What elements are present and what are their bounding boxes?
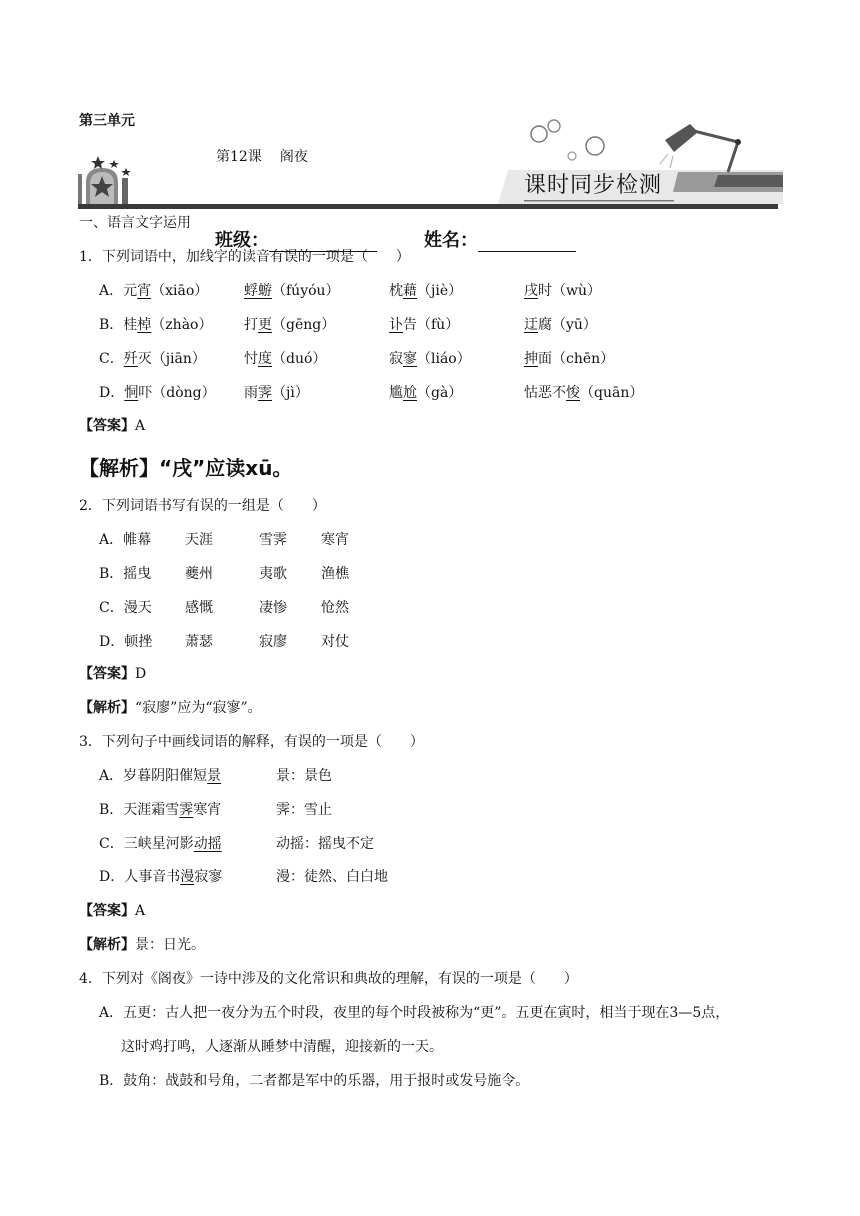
cell-prefix: 寂 [389, 351, 403, 367]
q2-option-word: 感慨 [185, 600, 213, 616]
q2-option-word: 寂廖 [259, 634, 287, 650]
analysis-label: 【解析】 [79, 700, 135, 716]
q2-option-word: B．摇曳 [99, 566, 152, 582]
underlined-character: 霁 [258, 385, 272, 401]
q1-option-cell [389, 348, 471, 368]
analysis-label: 【解析】 [79, 937, 135, 953]
cell-prefix: 雨 [244, 385, 258, 401]
cell-prefix: C． [99, 351, 124, 367]
cell-suffix: 腐（yū） [538, 317, 597, 333]
sentence-part: 寒宵 [193, 802, 222, 818]
q1-option-cell [389, 382, 462, 402]
name-blank [478, 233, 576, 252]
cell-suffix: （fúyóu） [272, 283, 340, 299]
underlined-character: 恫 [124, 385, 139, 401]
name-label: 姓名： [424, 230, 478, 251]
sentence-part: C．三峡星河影 [99, 836, 194, 852]
desk-lamp-icon [660, 124, 741, 172]
cell-suffix: 面（chēn） [538, 351, 615, 367]
underlined-character: 更 [258, 317, 272, 333]
underlined-character: 棹 [137, 317, 152, 333]
q2-option-word: 夔州 [185, 566, 213, 582]
q2-option-word: 寒宵 [321, 532, 349, 548]
cell-suffix: （zhào） [151, 317, 213, 333]
q1-option-cell [99, 314, 212, 334]
q1-option-cell [524, 348, 614, 368]
q2-stem: 2．下列词语书写有误的一组是（ ） [79, 498, 326, 514]
q3-option-sentence [99, 765, 221, 785]
sentence-part: A．岁暮阴阳催短 [99, 768, 208, 784]
answer-value: D [135, 666, 147, 682]
q3-answer [79, 900, 145, 920]
cell-suffix: （liáo） [417, 351, 471, 367]
q3-analysis [79, 934, 205, 954]
cell-suffix: （xiāo） [151, 283, 209, 299]
sentence-part: B．天涯霜雪 [99, 802, 180, 818]
answer-label: 【答案】 [79, 418, 135, 434]
q1-answer [79, 415, 145, 435]
q1-option-cell [244, 314, 335, 334]
cell-prefix: D． [99, 385, 125, 401]
banner-title: 课时同步检测 [524, 173, 663, 198]
underlined-character: 宵 [137, 283, 152, 299]
q2-option-word: A．帷幕 [99, 532, 152, 548]
q4-option-b: B．鼓角：战鼓和号角，二者都是军中的乐器，用于报时或发号施令。 [99, 1073, 530, 1089]
q1-option-cell [524, 382, 643, 402]
q1-option-cell [244, 382, 309, 402]
cell-suffix: 时（wù） [538, 283, 601, 299]
q4-option-a: A．五更：古人把一夜分为五个时段，夜里的每个时段被称为“更”。五更在寅时，相当于现在3—5点， [99, 1005, 730, 1021]
q2-option-word: 雪霁 [259, 532, 287, 548]
lesson-heading [216, 146, 308, 166]
answer-label: 【答案】 [79, 903, 135, 919]
q1-option-cell [99, 382, 216, 402]
lesson-number: 第12课 [216, 149, 262, 165]
q2-option-word: 夷歌 [259, 566, 287, 582]
underlined-character: 尬 [403, 385, 417, 401]
q3-option-sentence [99, 866, 222, 886]
q1-analysis [79, 452, 292, 481]
cell-suffix: （duó） [272, 351, 327, 367]
cell-suffix: 告（fù） [403, 317, 460, 333]
cell-suffix: （jì） [272, 385, 309, 401]
underlined-character: 歼 [123, 351, 138, 367]
answer-value: A [135, 903, 146, 919]
sentence-part: 寂寥 [194, 869, 223, 885]
cell-suffix: （gēng） [272, 317, 336, 333]
cell-prefix: 怙恶不 [524, 385, 566, 401]
q1-option-cell [389, 280, 462, 300]
q2-option-word: 凄惨 [259, 600, 287, 616]
q1-option-cell [244, 348, 326, 368]
q2-option-word: 渔樵 [321, 566, 349, 582]
underlined-character: 戌 [524, 283, 538, 299]
q3-option-sentence [99, 833, 222, 853]
underlined-word: 漫 [180, 869, 195, 885]
underlined-character: 度 [258, 351, 272, 367]
analysis-text: 景：日光。 [135, 937, 205, 953]
cell-prefix: B．桂 [99, 317, 138, 333]
unit-title: 第三单元 [79, 113, 135, 129]
q1-option-cell [524, 280, 601, 300]
lesson-title: 阁夜 [279, 149, 308, 165]
cell-suffix: 灭（jiān） [137, 351, 206, 367]
sentence-part: D．人事音书 [99, 869, 181, 885]
class-label: 班级： [215, 230, 269, 251]
cell-suffix: 吓（dòng） [138, 385, 216, 401]
q2-option-word: 萧瑟 [185, 634, 213, 650]
q1-option-cell [244, 280, 340, 300]
cell-prefix: 忖 [244, 351, 258, 367]
q2-option-word: 对仗 [321, 634, 349, 650]
cell-prefix: 尴 [389, 385, 403, 401]
q2-option-word: C．漫天 [99, 600, 152, 616]
answer-label: 【答案】 [79, 666, 135, 682]
q3-option-explanation: 景：景色 [276, 768, 332, 784]
q2-option-word: 天涯 [185, 532, 213, 548]
q3-stem: 3．下列句子中画线词语的解释，有误的一项是（ ） [79, 734, 424, 750]
name-field [424, 226, 576, 252]
q2-option-word: D．顿挫 [99, 634, 153, 650]
bubble-icon [531, 126, 547, 142]
underlined-word: 景 [207, 768, 222, 784]
q1-option-cell [524, 314, 597, 334]
star-badge-icon [78, 156, 131, 204]
q2-option-word: 怆然 [321, 600, 349, 616]
cell-suffix: （jiè） [417, 283, 463, 299]
q1-option-cell [99, 280, 208, 300]
q2-analysis [79, 697, 262, 717]
underlined-character: 悛 [566, 385, 580, 401]
q1-stem: 1．下列词语中，加线字的读音有误的一项是（ ） [79, 249, 410, 265]
cell-prefix: 打 [244, 317, 258, 333]
q4-stem: 4．下列对《阁夜》一诗中涉及的文化常识和典故的理解，有误的一项是（ ） [79, 971, 578, 987]
section-title: 一、语言文字运用 [79, 215, 191, 231]
q3-option-explanation: 漫：徒然、白白地 [276, 869, 388, 885]
analysis-text: “寂廖”应为“寂寥”。 [135, 700, 262, 716]
underlined-character: 蜉蝣 [244, 283, 272, 299]
underlined-word: 霁 [179, 802, 194, 818]
cell-prefix: A．元 [99, 283, 138, 299]
underlined-character: 藉 [403, 283, 417, 299]
underlined-word: 动摇 [193, 836, 222, 852]
analysis-text: “戌”应读xū。 [159, 456, 293, 480]
q3-option-explanation: 霁：雪止 [276, 802, 332, 818]
underlined-character: 迂 [524, 317, 538, 333]
underlined-character: 讣 [389, 317, 403, 333]
q3-option-sentence [99, 799, 221, 819]
q3-option-explanation: 动摇：摇曳不定 [276, 836, 374, 852]
underlined-character: 抻 [524, 351, 538, 367]
header-banner-graphic [78, 112, 783, 212]
analysis-label: 【解析】 [79, 456, 159, 480]
cell-prefix: 枕 [389, 283, 403, 299]
q2-answer [79, 663, 146, 683]
q1-option-cell [389, 314, 459, 334]
cell-suffix: （quān） [580, 385, 644, 401]
q4-option-a-continued: 这时鸡打鸣，人逐渐从睡梦中清醒，迎接新的一天。 [121, 1039, 443, 1055]
q1-option-cell [99, 348, 206, 368]
cell-suffix: （gà） [417, 385, 463, 401]
underlined-character: 寥 [403, 351, 417, 367]
answer-value: A [135, 418, 146, 434]
